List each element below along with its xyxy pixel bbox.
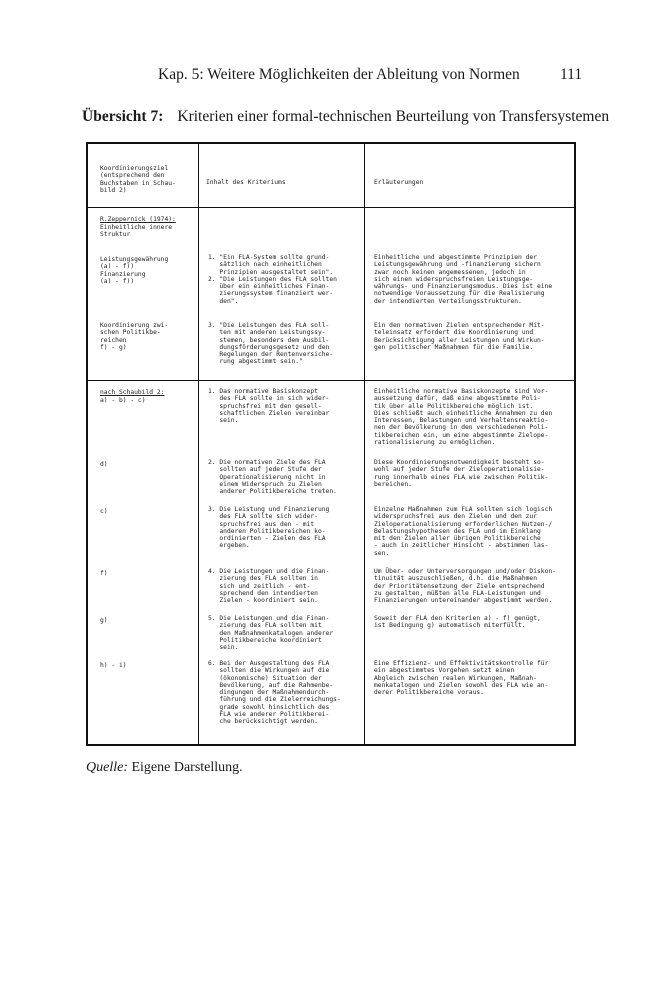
row-content: 1. Das normative Basiskonzept des FLA sollte in sich wider- spruchsfrei mit den gesell- schaftlichen Zielen vereinbar sein. (208, 388, 330, 425)
header-goal: Koordinierungsziel (entsprechend den Buchstaben in Schau- bild 2) (100, 165, 176, 194)
source-text: Eigene Darstellung. (131, 760, 243, 775)
header-divider (88, 207, 574, 208)
row-goal: h) - i) (100, 662, 127, 669)
table-caption (82, 108, 609, 126)
row-goal: d) (100, 461, 108, 468)
criteria-table (86, 142, 576, 746)
caption-text: Kriterien einer formal-technischen Beurteilung von Transfersystemen (177, 108, 610, 125)
row-content: 3. Die Leistung und Finanzierung des FLA sollte sich wider- spruchsfrei aus den - mit anderen Politikbereichen ko- ordinierten - Zielen des FLA ergeben. (208, 506, 330, 550)
row-goal: Koordinierung zwi- schen Politikbe- reichen f) - g) (100, 322, 169, 351)
row-goal: f) (100, 570, 108, 577)
row-goal: c) (100, 508, 108, 515)
row-content: 1. "Ein FLA-System sollte grund- sätzlich nach einheitlichen Prinzipien ausgestaltet sein". 2. "Die Leistungen des FLA sollten über ein einheitliches Finan- zierungssystem finanziert wer- den". (208, 254, 337, 305)
row-content: 4. Die Leistungen und die Finan- zierung des FLA sollten in sich und zeitlich - ent- sprechend den intendierten Zielen - koordiniert sein. (208, 568, 330, 605)
row-explanation: Einheitliche normative Basiskonzepte sind Vor- aussetzung dafür, daß eine abgestimmte Poli- tik über alle Politikbereiche möglich ist. Dies schließt auch einheitliche Annahmen zu den Interessen, Belastungen und Verhaltensreaktio- nen der Bevölkerung in den verschiedenen Poli- tikbereichen ein, um eine abgestimmte Zielope- rationalisierung zu ermöglichen. (374, 388, 553, 447)
header-explanation: Erläuterungen (374, 179, 424, 186)
row-explanation: Eine Effizienz- und Effektivitätskontrolle für ein abgestimmtes Vorgehen setzt einen Abgleich zwischen realen Wirkungen, Maßnah- menkatalogen und Zielen sowohl des FLA wie an- derer Politikbereiche voraus. (374, 660, 549, 697)
section1-heading: R.Zeppernick (1974): (100, 216, 176, 223)
section1-subheading: Einheitliche innere Struktur (100, 224, 173, 239)
row-content: 6. Bei der Ausgestaltung des FLA sollten die Wirkungen auf die (ökonomische) Situation der Bevölkerung, auf die Rahmenbe- dingungen der Maßnahmendurch- führung und die Zielerreichungs- grade sowohl hinsichtlich des FLA wie anderer Politikberei- che berücksichtigt werden. (208, 660, 341, 726)
row-explanation: Um Über- oder Unterversorgungen und/oder Diskon- tinuität auszuschließen, d.h. die Maßnahmen der Prioritätensetzung der Ziele entsprechend zu gestalten, müßten alle FLA-Leistungen und Finanzierungen untereinander abgestimmt werden. (374, 568, 556, 605)
row-explanation: Einzelne Maßnahmen zum FLA sollten sich logisch widerspruchsfrei aus den Zielen und den zur Zieloperationalisierung erforderlichen Nutzen-/ Belastungshypothesen des FLA und im Einklang mit den Zielen aller übrigen Politikbereiche - auch in zeitlicher Hinsicht - abstimmen las- sen. (374, 506, 553, 557)
column-divider (364, 144, 365, 744)
row-content: 2. Die normativen Ziele des FLA sollten auf jeder Stufe der Operationalisierung nicht in einem Widerspruch zu Zielen anderer Politikbereiche treten. (208, 459, 337, 496)
row-explanation: Ein den normativen Zielen entsprechender Mit- teleinsatz erfordert die Koordinierung und Berücksichtigung aller Leistungen und Wirkun- gen politischer Maßnahmen für die Familie. (374, 322, 545, 351)
header-content: Inhalt des Kriteriums (206, 179, 286, 186)
section2-heading: nach Schaubild 2: (100, 389, 165, 396)
row-content: 3. "Die Leistungen des FLA soll- ten mit anderen Leistungssy- stemen, besonders dem Ausbil- dungsförderungsgesetz und den Regelungen der Rentenversiche- rung abgestimmt sein." (208, 322, 334, 366)
caption-label: Übersicht 7: (82, 108, 164, 125)
row-explanation: Diese Koordinierungsnotwendigkeit besteht so- wohl auf jeder Stufe der Zieloperationalisie- rung innerhalb eines FLA wie zwischen Politik- bereichen. (374, 459, 549, 488)
section-divider (88, 380, 574, 381)
row-goal: g) (100, 617, 108, 624)
page-number: 111 (560, 66, 583, 83)
source-label: Quelle: (86, 760, 128, 775)
running-header (0, 66, 650, 90)
column-divider (198, 144, 199, 744)
row-goal: a) - b) - c) (100, 397, 146, 404)
row-content: 5. Die Leistungen und die Finan- zierung des FLA sollten mit den Maßnahmenkatalogen anderer Politikbereiche koordiniert sein. (208, 615, 334, 652)
source-note (86, 760, 243, 776)
row-explanation: Einheitliche und abgestimmte Prinzipien der Leistungsgewährung und -finanzierung sichern zwar noch keinen angemessenen, jedoch in sich einen widerspruchsfreien Leistungsge- währungs- und Finanzierungsmodus. Dies ist eine notwendige Voraussetzung für die Realisierung der intendierten Verteilungsstrukturen. (374, 254, 553, 305)
chapter-title: Kap. 5: Weitere Möglichkeiten der Ableitung von Normen (158, 66, 520, 83)
row-explanation: Soweit der FLA den Kriterien a) - f) genügt, ist Bedingung g) automatisch miterfüllt. (374, 615, 541, 630)
row-goal: Leistungsgewährung (a) - f)) Finanzierung (a) - f)) (100, 256, 169, 285)
